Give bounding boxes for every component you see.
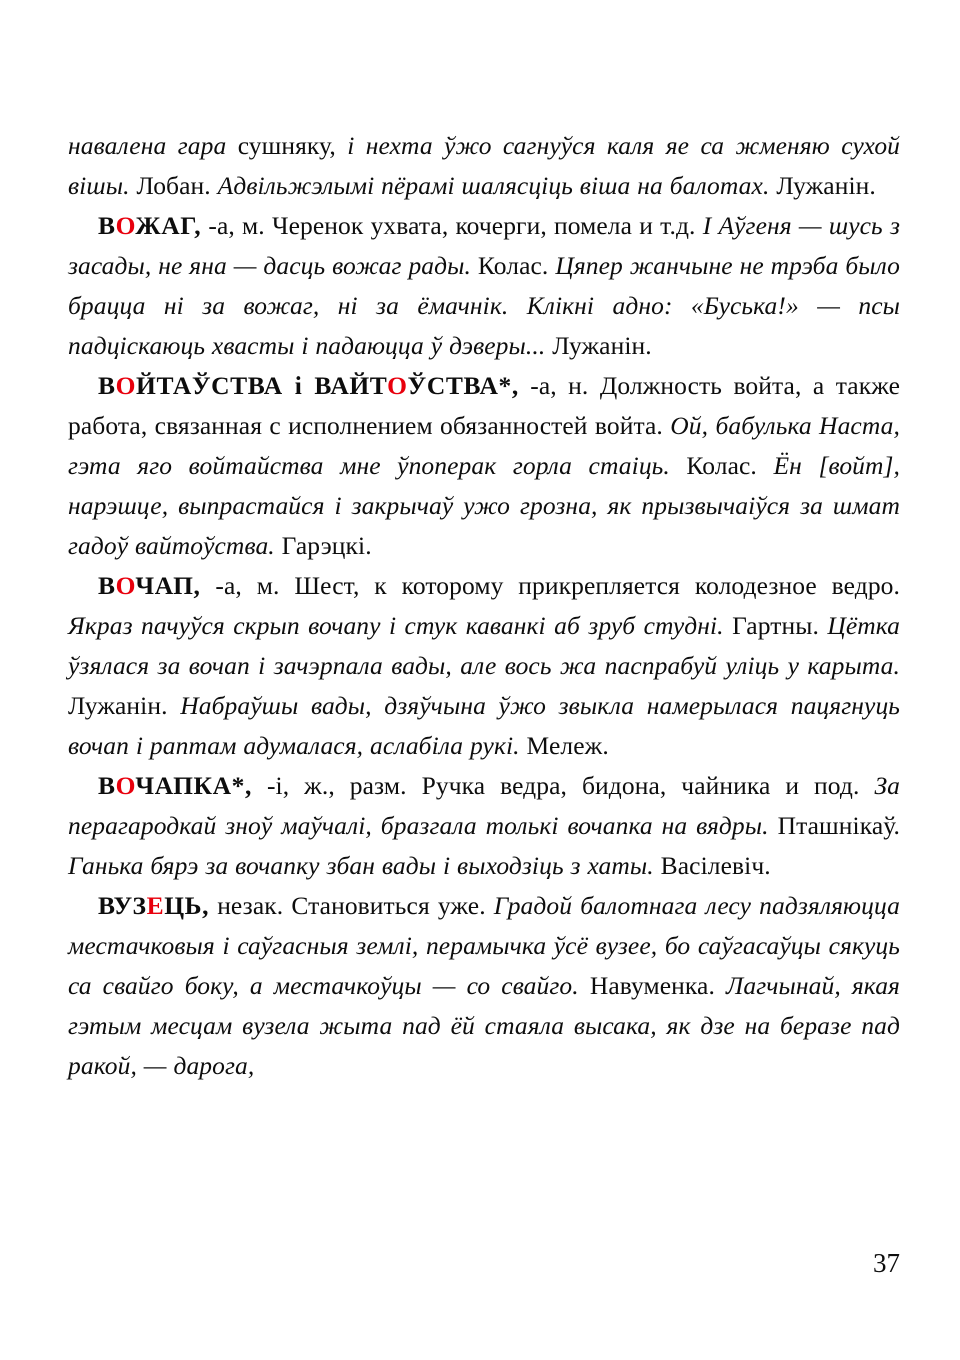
citation-quote: Цётка ўзялася за вочап і зачэрпала вады, але вось жа паспрабуй уліць у карыта. xyxy=(68,611,901,680)
citation-quote: Цяпер жанчыне не трэба было брацца ні за вожаг, ні за ёмачнік. Клікні адно: «Буська!» — псы падціскаюць хвасты і падаюцца ў дэверы... xyxy=(68,251,901,360)
dictionary-entry-voytaustva xyxy=(68,366,900,566)
dictionary-entry-vochap xyxy=(68,566,900,766)
dictionary-entry-vuzets xyxy=(68,886,900,1086)
citation-source: Пташнікаў. xyxy=(777,811,901,840)
citation-source: Навуменка. xyxy=(589,971,715,1000)
continuation-source-c: Лужанін. xyxy=(776,171,876,200)
citation-source: Лужанін. xyxy=(68,691,168,720)
page-number: 37 xyxy=(873,1248,900,1278)
citation-source: Гартны. xyxy=(732,611,819,640)
stressed-vowel: О xyxy=(115,211,136,240)
dictionary-entry-vochapka xyxy=(68,766,900,886)
citation-source: Мележ. xyxy=(526,731,609,760)
headword-part: В xyxy=(98,371,116,400)
headword-vuzets xyxy=(98,891,209,920)
text-column xyxy=(68,126,900,1086)
grammar-label: -і, ж., разм. xyxy=(266,771,407,800)
citation-source: Лужанін. xyxy=(552,331,652,360)
headword-part: В xyxy=(98,211,116,240)
continuation-quote-a: навалена гара xyxy=(68,131,227,160)
headword-part: В xyxy=(98,571,116,600)
stressed-vowel: О xyxy=(387,371,408,400)
continuation-source-a: сушняку, xyxy=(237,131,336,160)
citation-quote: Якраз пачуўся скрып вочапу і стук каванкі аб зруб студні. xyxy=(68,611,724,640)
citation-source: Гарэцкі. xyxy=(281,531,372,560)
citation-source: Колас. xyxy=(477,251,549,280)
headword-vochapka xyxy=(98,771,252,800)
definition: Черенок ухвата, кочерги, помела и т.д. xyxy=(271,211,696,240)
headword-vozhag xyxy=(98,211,201,240)
headword-part: ЙТАЎСТВА і ВАЙТ xyxy=(136,371,388,400)
continuation-quote-b: і нехта ўжо сагнуўся каля яе са жменяю сухой вішы. xyxy=(68,131,901,200)
grammar-label: незак. xyxy=(217,891,284,920)
definition: Шест, к которому прикрепляется колодезное ведро. xyxy=(294,571,901,600)
headword-part: ЧАП, xyxy=(135,571,201,600)
citation-quote: За перагародкай зноў маўчалі, бразгала толькі вочапка на вядры. xyxy=(68,771,901,840)
citation-quote: Градой балотнага лесу падзяляюцца местачковыя і саўгасныя землі, перамычка ўсё вузее, бо саўгасаўцы сякуць са свайго боку, а местачкоўцы — со свайго. xyxy=(68,891,900,1000)
citation-quote: І Аўгеня — шусь з засады, не яна — дасць вожаг рады. xyxy=(68,211,900,280)
grammar-label: -а, м. xyxy=(215,571,280,600)
stressed-vowel: О xyxy=(115,771,136,800)
grammar-label: -а, н. xyxy=(530,371,589,400)
headword-part: В xyxy=(98,771,116,800)
headword-part: ЧАПКА*, xyxy=(135,771,252,800)
citation-quote: Набраўшы вады, дзяўчына ўжо звыкла намерылася пацягнуць вочап і раптам адумалася, аслабіла рукі. xyxy=(68,691,900,760)
citation-source: Колас. xyxy=(686,451,757,480)
headword-part: ВУЗ xyxy=(98,891,147,920)
stressed-vowel: О xyxy=(115,371,137,400)
citation-quote: Ганька бярэ за вочапку збан вады і выходзіць з хаты. xyxy=(68,851,654,880)
headword-vochap xyxy=(98,571,201,600)
continuation-paragraph xyxy=(68,126,900,206)
dictionary-entry-vozhag xyxy=(68,206,900,366)
definition: Должность войта, а также работа, связанная с исполнением обязанностей войта. xyxy=(68,371,901,440)
citation-source: Васілевіч. xyxy=(660,851,771,880)
headword-part: ЦЬ, xyxy=(164,891,210,920)
continuation-quote-c: Адвільжэлымі пёрамі шалясціць віша на балотах. xyxy=(217,171,770,200)
grammar-label: -а, м. xyxy=(208,211,265,240)
citation-quote: Ой, бабулька Наста, гэта яго войтайства мне ўпоперак горла стаіць. xyxy=(68,411,900,480)
definition: Ручка ведра, бидона, чайника и под. xyxy=(421,771,860,800)
stressed-vowel: Е xyxy=(146,891,165,920)
stressed-vowel: О xyxy=(115,571,136,600)
headword-part: ЎСТВА*, xyxy=(407,371,519,400)
citation-quote: Лагчынай, якая гэтым месцам вузела жыта пад ёй стаяла высака, як дзе на беразе пад ракой, — дарога, xyxy=(68,971,901,1080)
headword-voytaustva xyxy=(98,371,519,400)
headword-part: ЖАГ, xyxy=(135,211,202,240)
continuation-source-b: Лобан. xyxy=(136,171,211,200)
definition: Становиться уже. xyxy=(291,891,486,920)
citation-quote: Ён [войт], нарэшце, выпрастайся і закрычаў ужо грозна, як прызвычаіўся за шмат гадоў вайтоўства. xyxy=(68,451,901,560)
